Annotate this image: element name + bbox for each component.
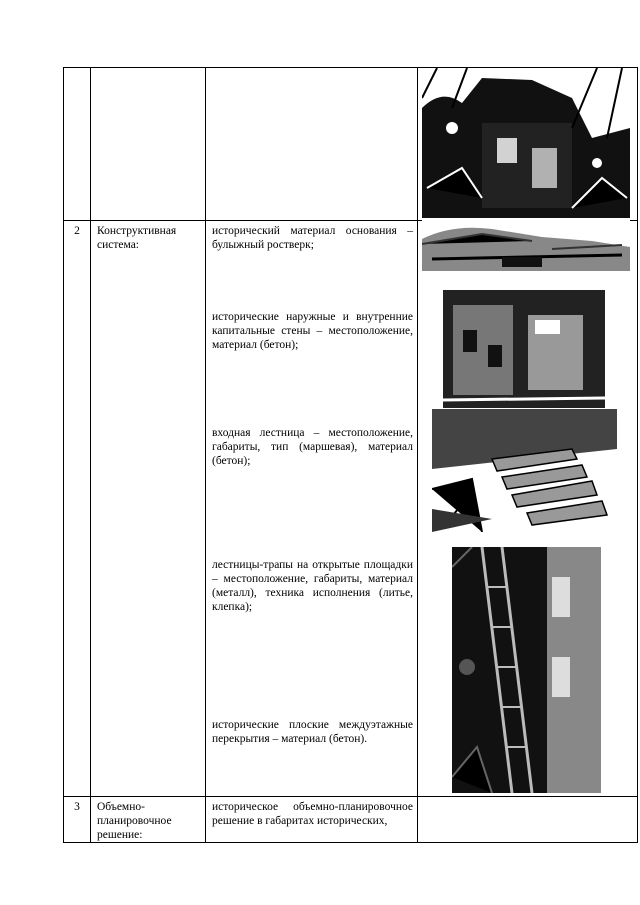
paragraph: лестницы-трапы на открытые площадки – местоположение, габариты, материал (металл), техника исполнения (литье, клепка); [212,559,413,613]
paragraph: историческое объемно-планировочное решение в габаритах исторических, [212,801,413,827]
ruin-building-photo [422,68,630,218]
row-text-cell [206,221,418,797]
concrete-walls-photo [443,290,605,408]
row-text-cell [206,797,418,843]
row-number-cell: 2 [64,221,91,797]
table-row [64,797,638,843]
row-label-cell: Конструктивная система: [91,221,206,797]
row-label-cell: Объемно-планировочное решение: [91,797,206,843]
row-photo-cell [418,797,638,843]
entrance-stairs-photo [432,409,617,532]
paragraph: исторический материал основания – булыжный ростверк; [212,225,413,251]
paragraph: исторические наружные и внутренние капитальные стены – местоположение, материал (бетон); [212,311,413,351]
row-number-cell [64,68,91,221]
row-number-cell: 3 [64,797,91,843]
metal-ladders-photo [452,547,601,793]
foundation-photo [422,219,630,271]
row-text-cell [206,68,418,221]
paragraph: исторические плоские междуэтажные перекрытия – материал (бетон). [212,719,413,745]
row-label-cell [91,68,206,221]
paragraph: входная лестница – местоположение, габариты, тип (маршевая), материал (бетон); [212,427,413,467]
